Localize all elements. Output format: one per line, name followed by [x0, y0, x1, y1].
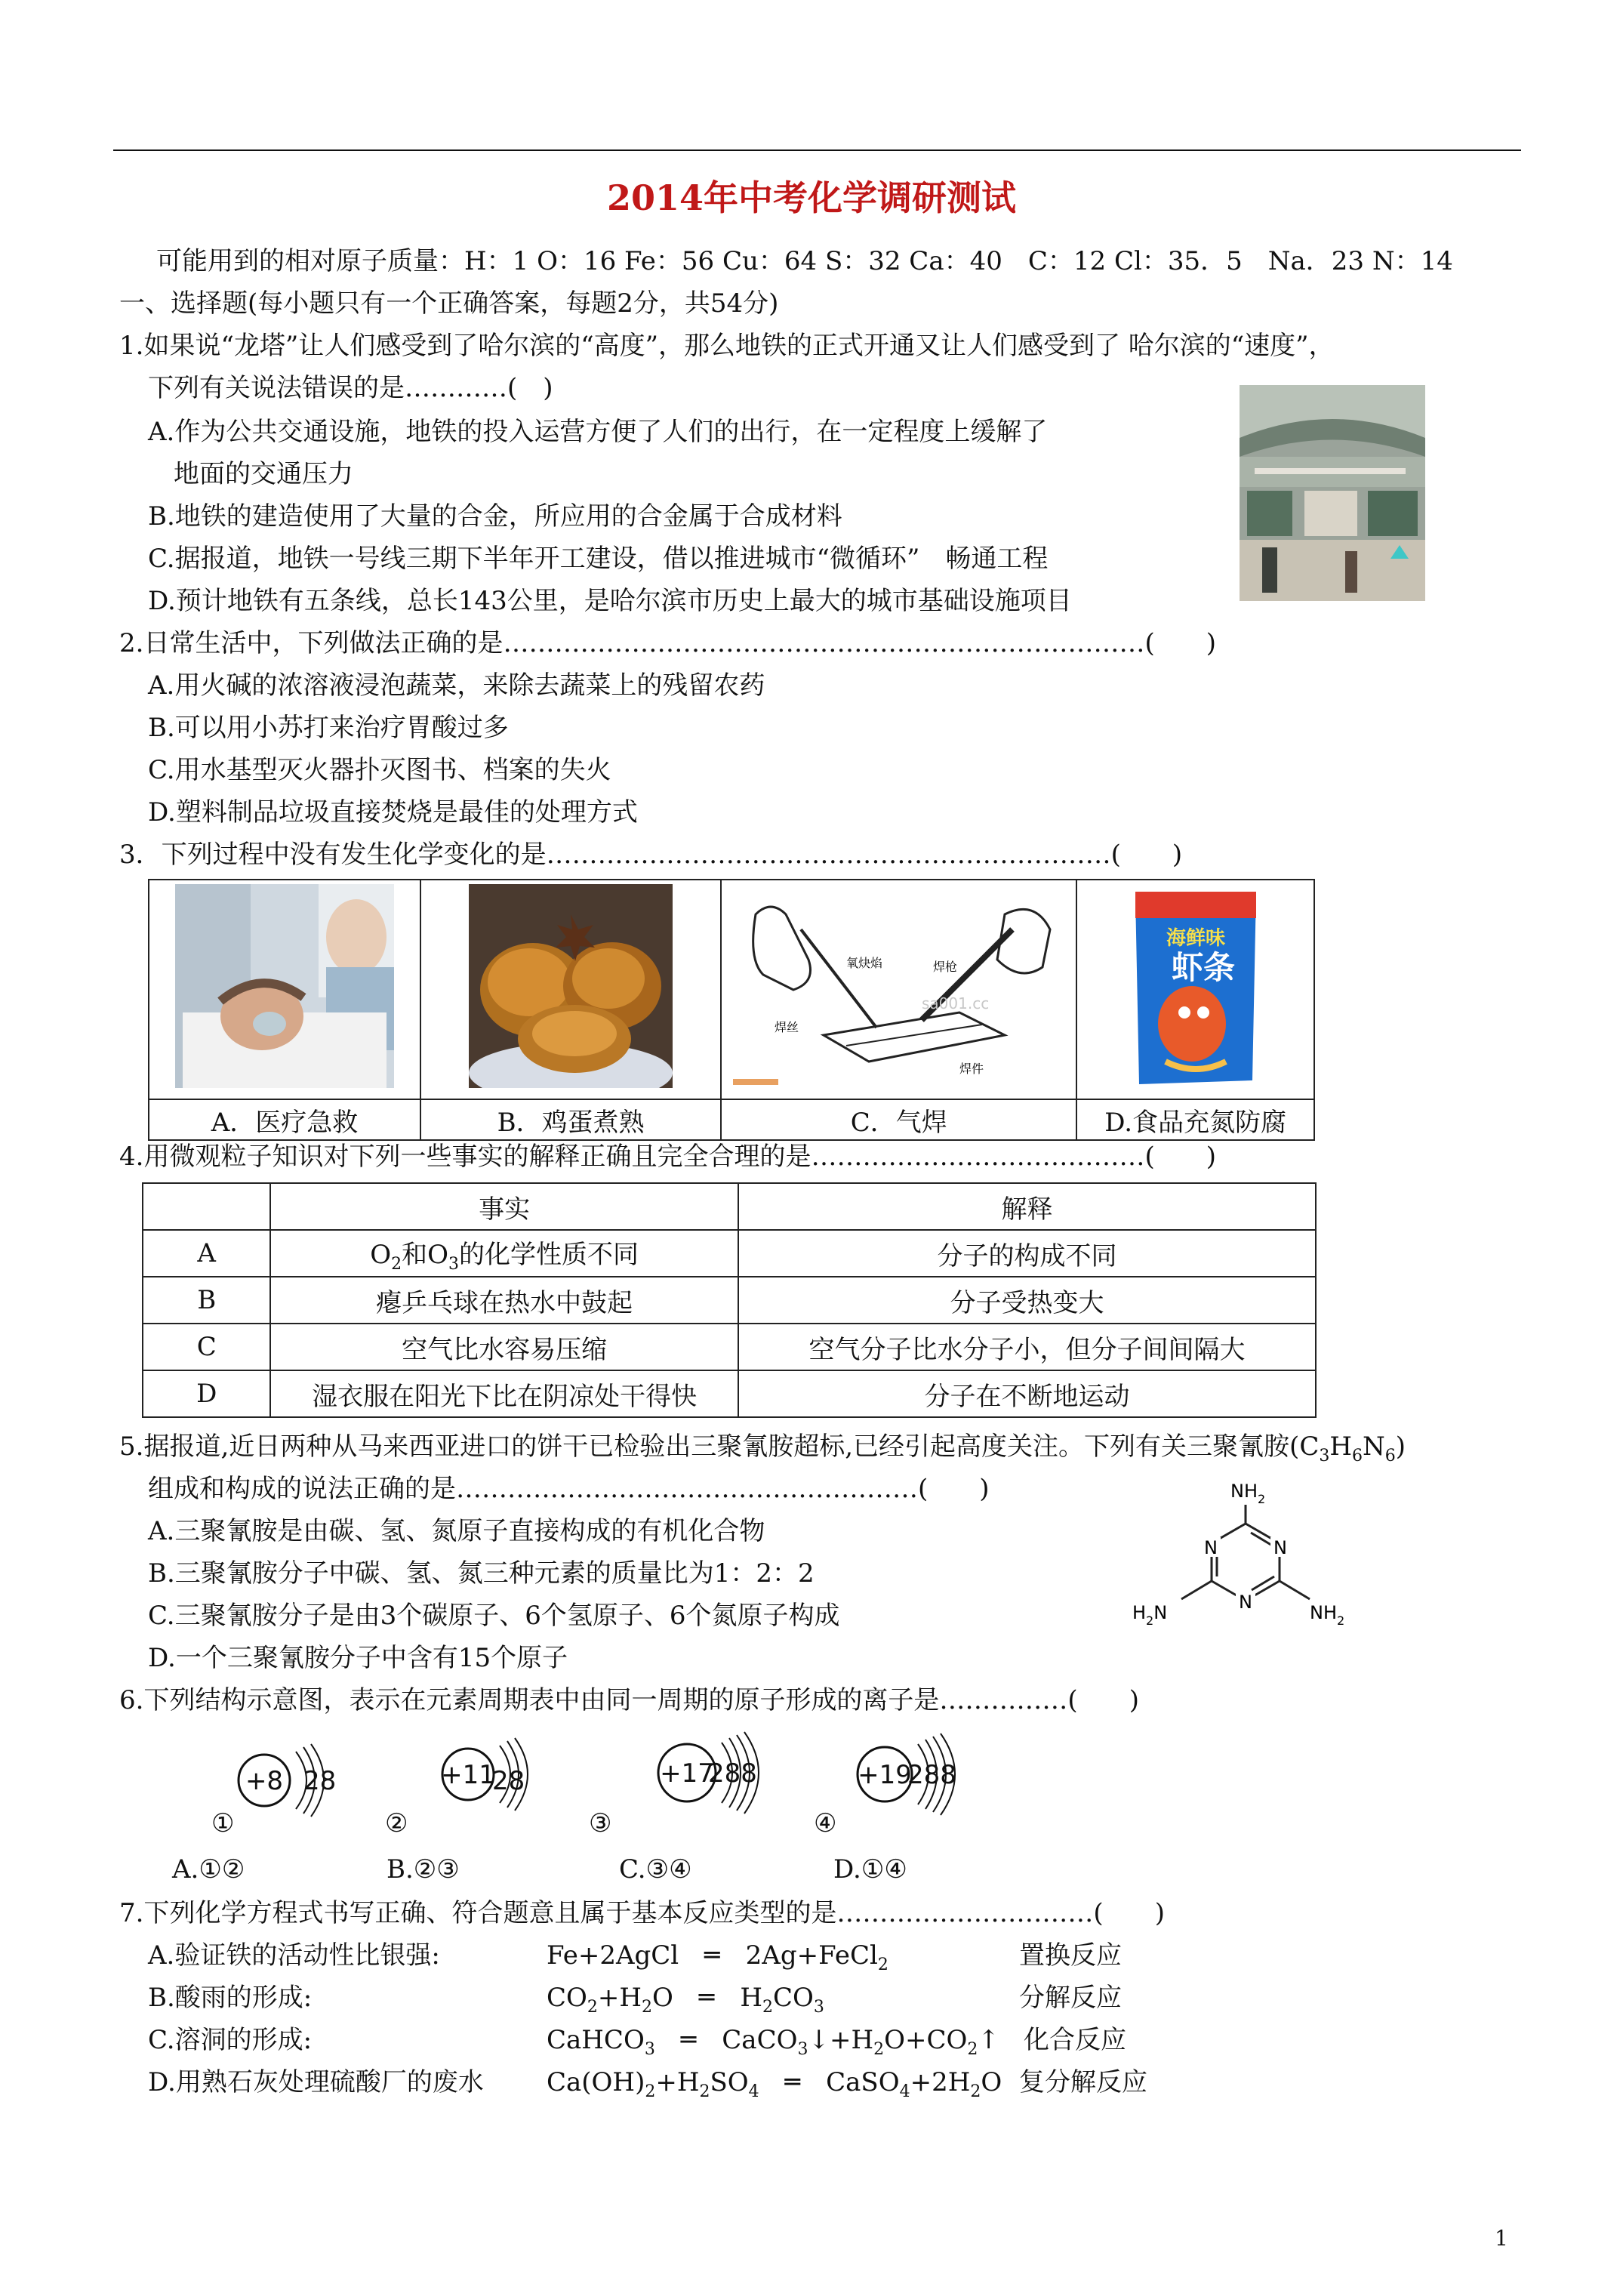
q4-header-fact: 事实: [270, 1183, 738, 1230]
q6-option-c: C.③④: [619, 1854, 692, 1885]
formula-text: ): [1395, 1432, 1406, 1462]
weld-label-wire: 焊丝: [774, 1020, 799, 1034]
q2-option-a: A.用火碱的浓溶液浸泡蔬菜，来除去蔬菜上的残留农药: [148, 670, 765, 701]
q3-caption-c: C．气焊: [721, 1099, 1076, 1140]
melamine-structure: [1117, 1471, 1366, 1652]
top-rule: [113, 149, 1521, 151]
q7-stem: 7.下列化学方程式书写正确、符合题意且属于基本反应类型的是…………………………( ): [119, 1898, 1165, 1928]
q7-row-d-label: D.用熟石灰处理硫酸厂的废水: [148, 2067, 484, 2097]
q7-row-c-label: C.溶洞的形成:: [148, 2025, 313, 2055]
q3-caption-d: D.食品充氮防腐: [1076, 1099, 1314, 1140]
q1-stem-line1: 1.如果说“龙塔”让人们感受到了哈尔滨的“高度”，那么地铁的正式开通又让人们感受到了 哈尔滨的“速度”，: [119, 331, 1335, 361]
atomic-structure-diagrams: [166, 1727, 1057, 1841]
q2-stem: 2.日常生活中，下列做法正确的是…………………………………………………………………( ): [119, 628, 1216, 658]
medical-rescue-picture: [175, 884, 394, 1088]
svg-text:+19: +19: [858, 1760, 912, 1790]
q3-caption-b: B．鸡蛋煮熟: [420, 1099, 721, 1140]
amino-group-right: $NH_2$: [1310, 1602, 1345, 1628]
equation-text: Fe+2AgCl ═ 2Ag+FeCl: [547, 1940, 878, 1971]
svg-text:③: ③: [589, 1808, 612, 1838]
q5-option-b: B.三聚氰胺分子中碳、氢、氮三种元素的质量比为1：2：2: [148, 1558, 815, 1589]
q7-row-b-equation: $CO_2+H_2O$ ═ $H_2CO_3$: [547, 1983, 824, 2017]
q6-option-a: A.①②: [172, 1854, 245, 1885]
q3-cell-c: [721, 880, 1076, 1099]
gas-welding-diagram: [733, 884, 1065, 1088]
q2-option-c: C.用水基型灭火器扑灭图书、档案的失火: [148, 755, 611, 785]
q4-row-key: B: [143, 1277, 270, 1324]
ring-nitrogen: N: [1273, 1537, 1287, 1558]
q4-row-explanation: 分子的构成不同: [738, 1230, 1316, 1277]
atom-diagram-1: [211, 1744, 336, 1838]
svg-text:28: 28: [492, 1766, 525, 1796]
fact-subscript: 3: [448, 1254, 460, 1274]
q1-option-a: A.作为公共交通设施，地铁的投入运营方便了人们的出行，在一定程度上缓解了: [148, 417, 1048, 447]
formula-text: H: [1329, 1432, 1352, 1462]
q5-stem-text: 5.据报道,近日两种从马来西亚进口的饼干已检验出三聚氰胺超标,已经引起高度关注。下列有关三聚氰胺(C: [119, 1432, 1320, 1462]
q4-row-key: A: [143, 1230, 270, 1277]
table-row: [143, 1324, 1316, 1370]
q7-row-c-equation: CaHCO$_3$ ═ $CaCO_3↓+H_2O+CO_2↑$: [547, 2025, 999, 2059]
q4-row-key: C: [143, 1324, 270, 1370]
section-heading: 一、选择题(每小题只有一个正确答案，每题2分，共54分): [119, 288, 779, 319]
q3-cell-a: [149, 880, 420, 1099]
q5-option-c: C.三聚氰胺分子是由3个碳原子、6个氢原子、6个氮原子构成: [148, 1601, 840, 1631]
formula-subscript: 3: [1319, 1446, 1330, 1465]
table-row: [143, 1277, 1316, 1324]
weld-label-torch: 焊枪: [932, 960, 957, 974]
page-number: 1: [1495, 2226, 1508, 2251]
table-row: [143, 1370, 1316, 1417]
subway-station-photo: [1240, 385, 1425, 601]
page-title: 2014年中考化学调研测试: [606, 177, 1017, 218]
weld-label-flame: 氧炔焰: [845, 956, 882, 970]
svg-text:②: ②: [385, 1808, 408, 1838]
svg-text:+11: +11: [441, 1760, 495, 1790]
q3-caption-a: A．医疗急救: [149, 1099, 420, 1140]
q1-option-b: B.地铁的建造使用了大量的合金，所应用的合金属于合成材料: [148, 501, 842, 532]
q7-row-d-type: 复分解反应: [1019, 2067, 1147, 2097]
fact-text: 和O: [402, 1239, 449, 1270]
amino-group-top: $NH_2$: [1230, 1481, 1266, 1506]
weld-label-workpiece: 焊件: [959, 1062, 984, 1076]
formula-subscript: 6: [1352, 1446, 1363, 1465]
equation-subscript: 2: [877, 1955, 888, 1974]
q3-cell-b: [420, 880, 721, 1099]
formula-subscript: 6: [1384, 1446, 1396, 1465]
q1-stem-line2: 下列有关说法错误的是…………( ): [148, 373, 553, 403]
q5-option-a: A.三聚氰胺是由碳、氢、氮原子直接构成的有机化合物: [148, 1516, 765, 1546]
q7-row-c-type: 化合反应: [1024, 2025, 1126, 2055]
q1-option-c: C.据报道，地铁一号线三期下半年开工建设，借以推进城市“微循环” 畅通工程: [148, 544, 1049, 574]
q4-row-fact: 湿衣服在阳光下比在阴凉处干得快: [270, 1370, 738, 1417]
svg-text:①: ①: [211, 1808, 235, 1838]
fact-text: 的化学性质不同: [459, 1239, 639, 1270]
q4-row-fact: 瘪乒乓球在热水中鼓起: [270, 1277, 738, 1324]
q7-row-a-label: A.验证铁的活动性比银强:: [148, 1940, 440, 1971]
q4-row-fact: 空气比水容易压缩: [270, 1324, 738, 1370]
q4-header-blank: [143, 1183, 270, 1230]
q7-row-b-label: B.酸雨的形成:: [148, 1983, 313, 2013]
q2-option-d: D.塑料制品垃圾直接焚烧是最佳的处理方式: [148, 797, 638, 827]
q6-option-d: D.①④: [833, 1854, 907, 1885]
q3-cell-d: [1076, 880, 1314, 1099]
q7-row-a-equation: [547, 1940, 888, 1980]
svg-text:+8: +8: [245, 1766, 284, 1796]
q4-stem: 4.用微观粒子知识对下列一些事实的解释正确且完全合理的是…………………………………( ): [119, 1142, 1216, 1172]
q2-option-b: B.可以用小苏打来治疗胃酸过多: [148, 713, 509, 743]
table-row: [143, 1230, 1316, 1277]
atom-diagram-3: [589, 1732, 759, 1838]
bag-main-text: 虾条: [1171, 949, 1235, 986]
q4-table: [142, 1182, 1317, 1418]
svg-text:④: ④: [814, 1808, 837, 1838]
formula-text: N: [1363, 1432, 1385, 1462]
ring-nitrogen: N: [1239, 1592, 1252, 1613]
bag-top-text: 海鲜味: [1166, 927, 1225, 950]
q3-stem: 3．下列过程中没有发生化学变化的是…………………………………………………………( ): [119, 840, 1183, 870]
snack-bag-picture: [1120, 880, 1271, 1092]
ring-nitrogen: N: [1204, 1537, 1218, 1558]
amino-group-left: $H_2N$: [1132, 1602, 1168, 1628]
q1-option-a-cont: 地面的交通压力: [174, 459, 353, 489]
q4-row-fact: [270, 1230, 738, 1277]
atom-diagram-4: [814, 1734, 956, 1838]
q7-row-d-equation: $Ca(OH)_2+H_2SO_4$ ═ $CaSO_4+2H_2O$: [547, 2067, 1002, 2101]
svg-text:28: 28: [303, 1766, 337, 1796]
fact-subscript: 2: [391, 1254, 402, 1274]
watermark-text: sa001.cc: [921, 994, 989, 1012]
q4-header-explanation: 解释: [738, 1183, 1316, 1230]
q4-row-explanation: 分子在不断地运动: [738, 1370, 1316, 1417]
q4-row-key: D: [143, 1370, 270, 1417]
q7-row-b-type: 分解反应: [1019, 1983, 1122, 2013]
atom-diagram-2: [385, 1738, 528, 1838]
fact-text: O: [370, 1239, 392, 1270]
q7-row-a-type: 置换反应: [1019, 1940, 1122, 1971]
svg-text:288: 288: [907, 1760, 956, 1790]
q6-option-b: B.②③: [387, 1854, 460, 1885]
svg-text:+17: +17: [660, 1758, 714, 1789]
q5-option-d: D.一个三聚氰胺分子中含有15个原子: [148, 1643, 568, 1673]
q6-stem: 6.下列结构示意图，表示在元素周期表中由同一周期的原子形成的离子是……………( ): [119, 1685, 1139, 1715]
q5-stem-line1: [119, 1432, 1406, 1472]
q5-stem-line2: 组成和构成的说法正确的是………………………………………………( ): [148, 1474, 990, 1504]
q4-row-explanation: 分子受热变大: [738, 1277, 1316, 1324]
q4-row-explanation: 空气分子比水分子小，但分子间间隔大: [738, 1324, 1316, 1370]
q1-option-d: D.预计地铁有五条线，总长143公里，是哈尔滨市历史上最大的城市基础设施项目: [148, 586, 1072, 616]
q3-picture-table: [148, 879, 1315, 1141]
atomic-mass-line: 可能用到的相对原子质量：H：1 O：16 Fe：56 Cu：64 S：32 Ca：40 C：12 Cl：35．5 Na．23 N：14: [156, 246, 1453, 276]
boiled-eggs-picture: [469, 884, 673, 1088]
svg-text:288: 288: [708, 1758, 757, 1789]
